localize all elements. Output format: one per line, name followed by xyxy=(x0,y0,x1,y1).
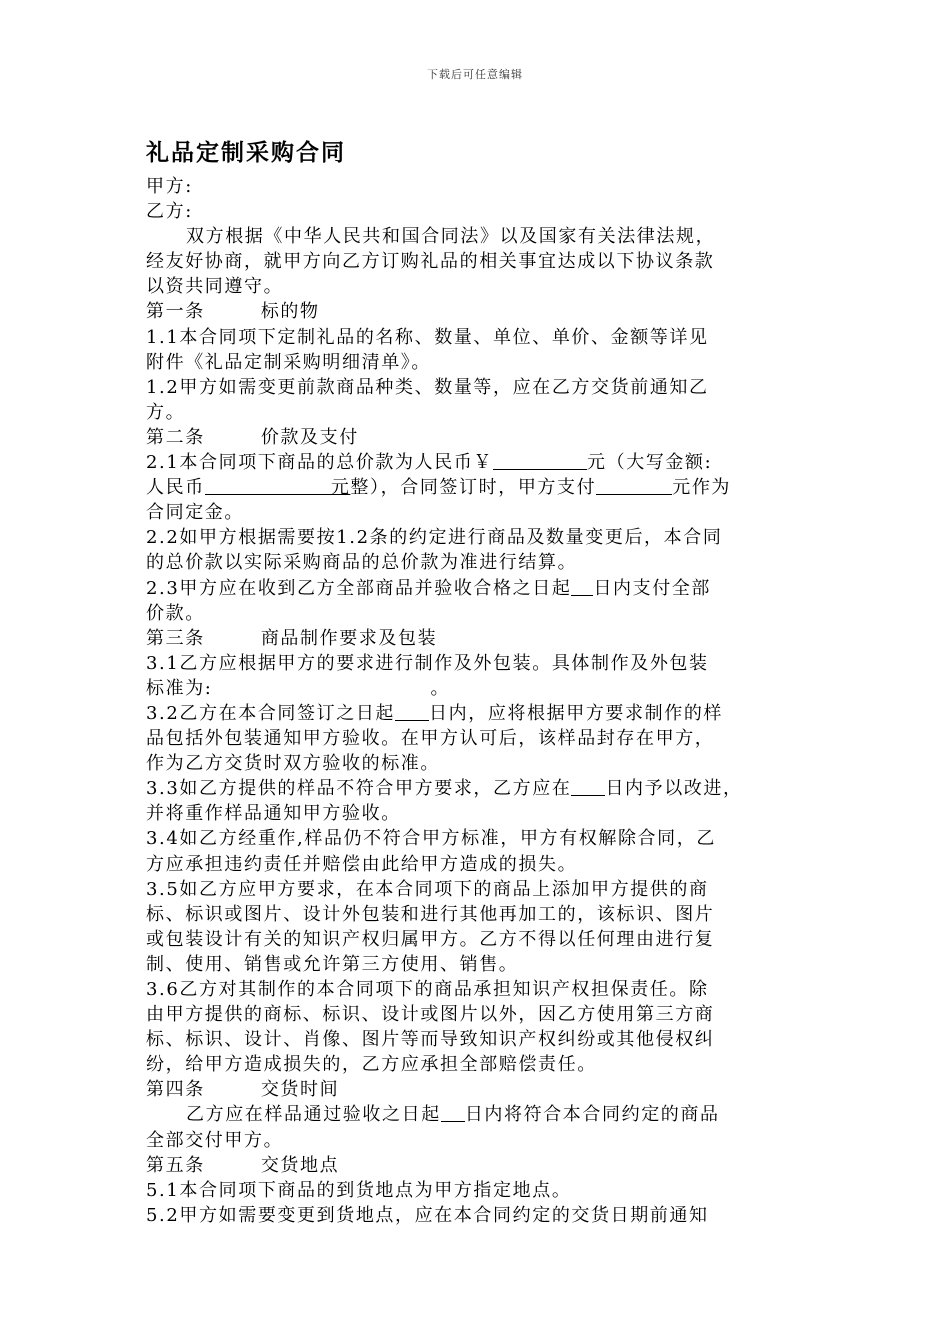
article-title: 标的物 xyxy=(260,301,320,323)
clause-line xyxy=(146,676,810,701)
clause-line: 3.5如乙方应甲方要求，在本合同项下的商品上添加甲方提供的商 xyxy=(146,878,709,900)
party-a-line: 甲方: xyxy=(146,176,193,197)
payment-days-blank[interactable] xyxy=(571,578,593,596)
clause-line: 5.2甲方如需要变更到货地点，应在本合同约定的交货日期前通知 xyxy=(146,1204,709,1226)
clause-text: 日内予以改进， xyxy=(605,778,743,800)
clause-line: 5.1本合同项下商品的到货地点为甲方指定地点。 xyxy=(146,1179,572,1201)
party-b-line: 乙方: xyxy=(146,201,193,223)
clause-line: 并将重作样品通知甲方验收。 xyxy=(146,803,401,825)
clause-text: 标准为: xyxy=(146,677,213,699)
total-price-blank[interactable] xyxy=(493,452,587,470)
article-label: 第二条 xyxy=(146,426,205,448)
article-5-heading xyxy=(146,1153,810,1178)
improve-days-blank[interactable] xyxy=(571,778,605,796)
clause-line: 制、使用、销售或允许第三方使用、销售。 xyxy=(146,953,519,975)
clause-text: 元作为 xyxy=(672,477,732,499)
clause-line: 附件《礼品定制采购明细清单》。 xyxy=(146,351,431,373)
clause-line: 纷，给甲方造成损失的，乙方应承担全部赔偿责任。 xyxy=(146,1054,597,1076)
clause-line: 或包装设计有关的知识产权归属甲方。乙方不得以任何理由进行复 xyxy=(146,928,715,950)
clause-text: 日内，应将根据甲方要求制作的样 xyxy=(429,702,724,724)
clause-text: 人民币 xyxy=(146,477,205,499)
clause-line: 1.2甲方如需变更前款商品种类、数量等，应在乙方交货前通知乙 xyxy=(146,376,709,398)
contract-body xyxy=(146,174,810,1228)
clause-line: 作为乙方交货时双方验收的标准。 xyxy=(146,753,440,775)
clause-line: 的总价款以实际采购商品的总价款为准进行结算。 xyxy=(146,552,578,574)
article-label: 第一条 xyxy=(146,301,205,323)
clause-line: 3.1乙方应根据甲方的要求进行制作及外包装。具体制作及外包装 xyxy=(146,652,709,674)
article-label: 第四条 xyxy=(146,1079,205,1101)
clause-line: 全部交付甲方。 xyxy=(146,1129,284,1151)
clause-text: 日内将符合本合同约定的商品 xyxy=(464,1104,720,1126)
clause-line: 方。 xyxy=(146,401,186,423)
article-3-heading xyxy=(146,626,810,651)
clause-line: 标、标识、设计、肖像、图片等而导致知识产权纠纷或其他侵权纠 xyxy=(146,1029,715,1051)
article-title: 商品制作要求及包装 xyxy=(260,627,438,649)
clause-text: 3.2乙方在本合同签订之日起 xyxy=(146,702,396,724)
clause-text: 2.3甲方应在收到乙方全部商品并验收合格之日起 xyxy=(146,577,572,599)
article-1-heading xyxy=(146,299,810,324)
deposit-blank[interactable] xyxy=(596,477,672,495)
clause-line: 价款。 xyxy=(146,602,205,624)
clause-text: 元 xyxy=(330,477,351,499)
clause-line: 方应承担违约责任并赔偿由此给甲方造成的损失。 xyxy=(146,853,578,875)
clause-line: 3.4如乙方经重作,样品仍不符合甲方标准，甲方有权解除合同，乙 xyxy=(146,828,716,850)
clause-line xyxy=(146,475,810,500)
clause-line: 3.6乙方对其制作的本合同项下的商品承担知识产权担保责任。除 xyxy=(146,979,709,1000)
clause-line xyxy=(146,776,810,801)
clause-line: 合同定金。 xyxy=(146,502,244,524)
page-header: 下载后可任意编辑 xyxy=(427,68,523,81)
article-2-heading xyxy=(146,425,810,450)
clause-text: 整），合同签订时，甲方支付 xyxy=(350,477,597,499)
delivery-days-blank[interactable] xyxy=(441,1104,465,1122)
clause-line: 2.2如甲方根据需要按1.2条的约定进行商品及数量变更后，本合同 xyxy=(146,527,723,549)
clause-line: 1.1本合同项下定制礼品的名称、数量、单位、单价、金额等详见 xyxy=(146,326,709,348)
clause-line xyxy=(146,701,810,726)
clause-line xyxy=(146,450,810,475)
clause-line: 品包括外包装通知甲方验收。在甲方认可后，该样品封存在甲方， xyxy=(146,728,715,750)
sample-days-blank[interactable] xyxy=(395,703,429,721)
article-title: 交货时间 xyxy=(260,1079,340,1101)
preamble-line: 经友好协商，就甲方向乙方订购礼品的相关事宜达成以下协议条款 xyxy=(146,251,715,273)
preamble-line: 以资共同遵守。 xyxy=(146,276,284,298)
article-4-heading xyxy=(146,1077,810,1102)
article-label: 第三条 xyxy=(146,627,205,649)
clause-line xyxy=(146,576,810,601)
clause-text: 日内支付全部 xyxy=(593,577,712,599)
page-title: 礼品定制采购合同 xyxy=(146,140,346,166)
clause-line: 由甲方提供的商标、标识、设计或图片以外，因乙方使用第三方商 xyxy=(146,1004,715,1026)
clause-text: 。 xyxy=(430,677,451,699)
article-title: 价款及支付 xyxy=(260,426,359,448)
clause-line xyxy=(146,1102,810,1127)
article-label: 第五条 xyxy=(146,1154,205,1176)
clause-text: 乙方应在样品通过验收之日起 xyxy=(186,1104,441,1126)
total-price-uppercase-blank[interactable] xyxy=(205,477,331,495)
clause-text: 3.3如乙方提供的样品不符合甲方要求，乙方应在 xyxy=(146,778,572,800)
preamble-line: 双方根据《中华人民共和国合同法》以及国家有关法律法规， xyxy=(186,226,716,248)
clause-text: 元（大写金额: xyxy=(587,452,713,474)
clause-line: 标、标识或图片、设计外包装和进行其他再加工的，该标识、图片 xyxy=(146,903,715,925)
article-title: 交货地点 xyxy=(260,1154,340,1176)
clause-text: 2.1本合同项下商品的总价款为人民币￥ xyxy=(146,452,494,474)
